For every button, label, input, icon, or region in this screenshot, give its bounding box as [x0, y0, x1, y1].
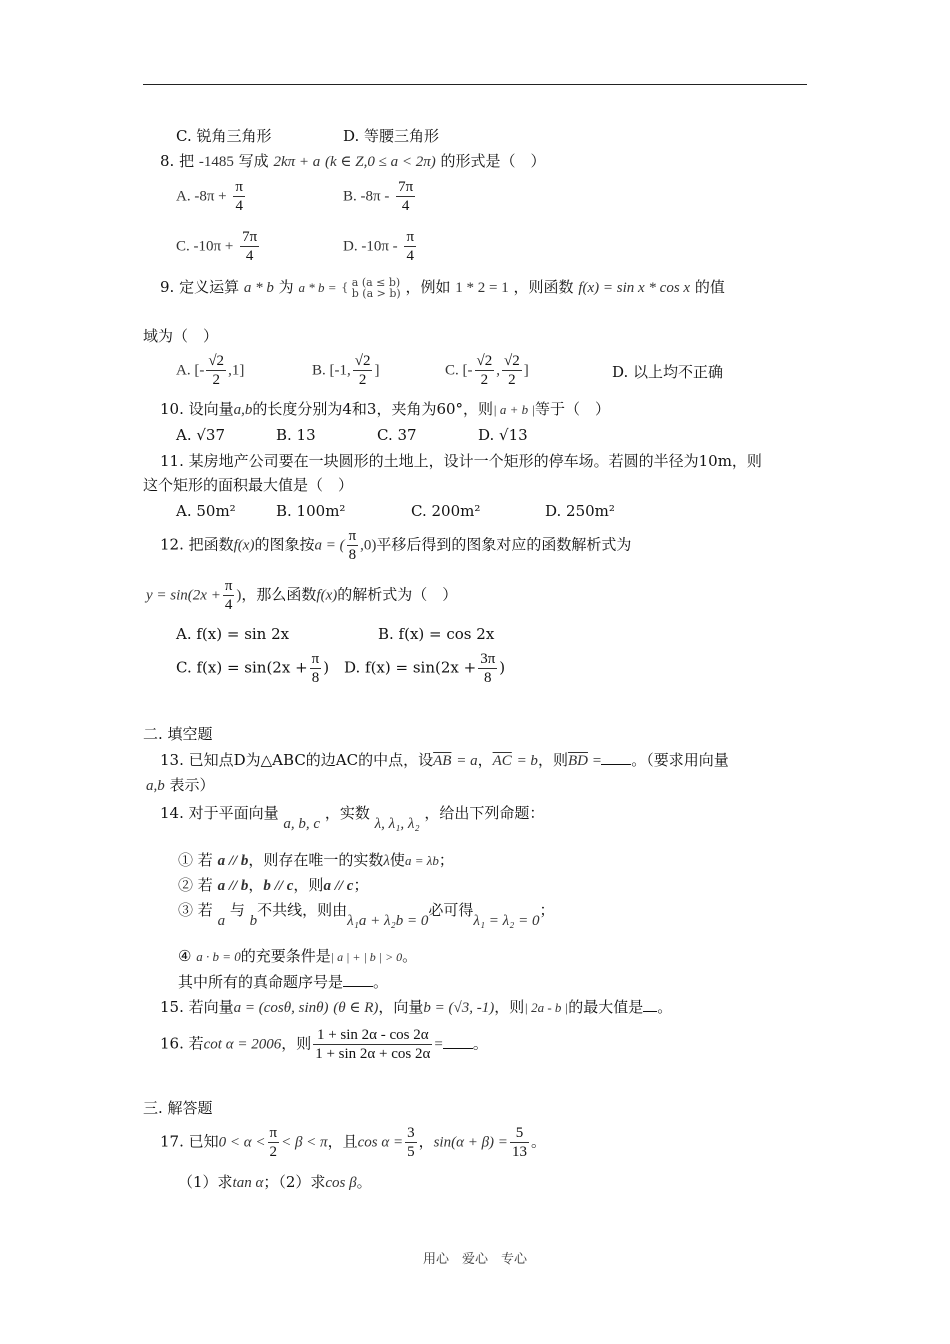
header-rule — [143, 84, 807, 85]
page-footer: 用心 爱心 专心 — [422, 1252, 527, 1267]
q7-option-d: D. 等腰三角形 — [343, 127, 440, 145]
q12-y-fraction: $\frac{\pi}{4}$ — [224, 578, 233, 613]
q12-option-a: A. f(x) = sin 2x — [176, 625, 290, 643]
q9-a-fraction: $\frac{√2}{2}$ — [208, 353, 225, 388]
q11-option-c: C. 200m² — [411, 502, 481, 520]
q8-a-text: A. -8π + — [176, 188, 227, 205]
q13-answer-blank[interactable] — [601, 750, 631, 765]
q8-option-a — [176, 178, 247, 215]
q9-function: f(x) = sin x * cos x — [578, 280, 691, 296]
q11-option-b: B. 100m² — [276, 502, 346, 520]
q12-vector-fraction: $\frac{\pi}{8}$ — [348, 528, 357, 563]
section-answer: 三. 解答题 — [143, 1099, 213, 1117]
q16-fraction: $\frac{1 + \sin 2\alpha - \cos 2\alpha}{1 + \sin 2\alpha + \cos 2\alpha}$ — [315, 1027, 431, 1062]
q8-option-d — [343, 228, 418, 265]
q14-proposition-4: ④ a · b = 0的充要条件是| a | + | b | > 0。 — [178, 947, 418, 965]
q8-option-c — [176, 228, 261, 265]
q8-stem — [160, 151, 546, 172]
q8-b-text: B. -8π - — [343, 188, 390, 205]
q9-stem-text: 9. 定义运算 — [160, 278, 240, 296]
q10-option-c: C. 37 — [377, 426, 417, 444]
q9-definition: { a (a ≤ b) b (a > b) — [341, 276, 401, 300]
q17-parts: （1）求tan α；（2）求cos β。 — [178, 1173, 372, 1191]
q9-c-fraction: $\frac{√2}{2}$ — [476, 353, 493, 388]
q14-proposition-1: ① 若 a // b，则存在唯一的实数λ使a = λb； — [178, 851, 454, 869]
q11-stem: 11. 某房地产公司要在一块圆形的土地上，设计一个矩形的停车场。若圆的半径为10m，则 — [160, 452, 762, 470]
q7-option-c: C. 锐角三角形 — [176, 127, 272, 145]
q11-option-a: A. 50m² — [176, 502, 236, 520]
q9-stem-text-4: ，则函数 — [513, 278, 574, 296]
q12-c-fraction: $\frac{\pi}{8}$ — [311, 651, 320, 686]
q14-proposition-3: ③ 若 a 与 b不共线，则由λ₁a + λ₂b = 0必可得λ₁ = λ₂ = 0； — [178, 901, 555, 929]
q17-pi-fraction: $\frac{\pi}{2}$ — [269, 1125, 278, 1160]
q8-b-fraction: $\frac{7\pi}{4}$ — [398, 179, 414, 214]
q9-stem-text-5: 的值 — [694, 278, 725, 296]
q9-option-c: C. [- $\frac{√2}{2}$ , $\frac{√2}{2}$ ] — [445, 353, 529, 388]
section-fill-in: 二. 填空题 — [143, 725, 213, 743]
q12-option-d: D. f(x) = sin(2x + $\frac{3\pi}{8}$ ) — [344, 651, 506, 686]
q10-stem: 10. 设向量a,b的长度分别为4和3，夹角为60°，则| a + b |等于（ ） — [160, 400, 610, 418]
q15-stem: 15. 若向量a = (cosθ, sinθ) (θ ∈ R)，向量b = (√3, -1)，则| 2a - b |的最大值是 。 — [160, 998, 673, 1016]
q12-stem-line2: y = sin(2x + $\frac{\pi}{4}$ )，那么函数f(x)的解析式为（ ） — [146, 578, 458, 613]
q8-d-text: D. -10π - — [343, 238, 398, 255]
q8-c-text: C. -10π + — [176, 238, 234, 255]
q9-stem-text-2: 为 — [278, 278, 294, 296]
q17-stem: 17. 已知0 < α < $\frac{\pi}{2}$ < β < π，且cos α = $\frac{3}{5}$ ，sin(α + β) = $\frac{5}{13}$ 。 — [160, 1125, 546, 1160]
q14-proposition-2: ② 若 a // b，b // c，则a // c； — [178, 876, 369, 894]
q17-cos-fraction: $\frac{3}{5}$ — [407, 1125, 415, 1160]
q10-option-b: B. 13 — [276, 426, 316, 444]
q13-stem: 13. 已知点D为△ABC的边AC的中点，设$\overline{AB} = a$，$\overline{AC} = b$，则$\overline{BD}$ = 。（要求用向量 — [160, 751, 729, 769]
q11-option-d: D. 250m² — [545, 502, 615, 520]
q8-stem-text: 8. 把 — [160, 152, 195, 170]
q8-d-fraction: $\frac{\pi}{4}$ — [406, 229, 415, 264]
q8-form: 2kπ + a — [273, 154, 321, 170]
q13-stem-line2: a,b 表示） — [146, 776, 215, 794]
q9-stem-text-3: ，例如 — [405, 278, 451, 296]
q15-answer-blank[interactable] — [643, 997, 657, 1012]
q8-condition: (k ∈ Z,0 ≤ a < 2π) — [325, 154, 436, 170]
q16-stem: 16. 若cot α = 2006，则 $\frac{1 + \sin 2\alpha - \cos 2\alpha}{1 + \sin 2\alpha + \cos 2\alpha}$ = 。 — [160, 1027, 488, 1062]
q10-option-a: A. √37 — [176, 426, 226, 444]
q8-a-fraction: $\frac{\pi}{4}$ — [235, 179, 243, 214]
q9-c-fraction-2: $\frac{√2}{2}$ — [503, 353, 520, 388]
q14-stem: 14. 对于平面向量 a, b, c ，实数 λ, λ₁, λ₂ ，给出下列命题： — [160, 804, 545, 832]
q12-d-fraction: $\frac{3\pi}{8}$ — [480, 651, 496, 686]
q16-answer-blank[interactable] — [443, 1034, 473, 1049]
q17-sin-fraction: $\frac{5}{13}$ — [511, 1125, 527, 1160]
q12-option-b: B. f(x) = cos 2x — [378, 625, 495, 643]
q8-stem-text-2: 写成 — [238, 152, 269, 170]
q9-option-d: D. 以上均不正确 — [612, 363, 724, 381]
q8-c-fraction: $\frac{7\pi}{4}$ — [242, 229, 258, 264]
q14-answer-blank[interactable] — [343, 972, 373, 987]
q14-conclusion: 其中所有的真命题序号是 。 — [178, 973, 389, 991]
q11-stem-line2: 这个矩形的面积最大值是（ ） — [143, 476, 354, 494]
q10-option-d: D. √13 — [478, 426, 528, 444]
q9-operation: a * b — [243, 280, 274, 296]
q8-stem-text-3: 的形式是（ ） — [440, 152, 546, 170]
q8-number: -1485 — [198, 154, 234, 170]
q9-b-fraction: $\frac{√2}{2}$ — [354, 353, 371, 388]
q9-option-a: A. [- $\frac{√2}{2}$ ,1] — [176, 353, 245, 388]
q12-option-c: C. f(x) = sin(2x + $\frac{\pi}{8}$ ) — [176, 651, 330, 686]
q9-stem-line2: 域为（ ） — [143, 327, 219, 345]
q9-example: 1 * 2 = 1 — [455, 280, 509, 296]
q8-option-b — [343, 178, 417, 215]
q12-stem: 12. 把函数f(x)的图象按a = ( $\frac{\pi}{8}$ ,0)平移后得到的图象对应的函数解析式为 — [160, 528, 632, 563]
q9-option-b: B. [-1, $\frac{√2}{2}$ ] — [312, 353, 380, 388]
q9-stem: 9. 定义运算 a * b 为 a * b = { a (a ≤ b) b (a > b) ，例如 1 * 2 = 1 ，则函数 f(x) = sin x * cos x 的值 — [160, 276, 725, 300]
